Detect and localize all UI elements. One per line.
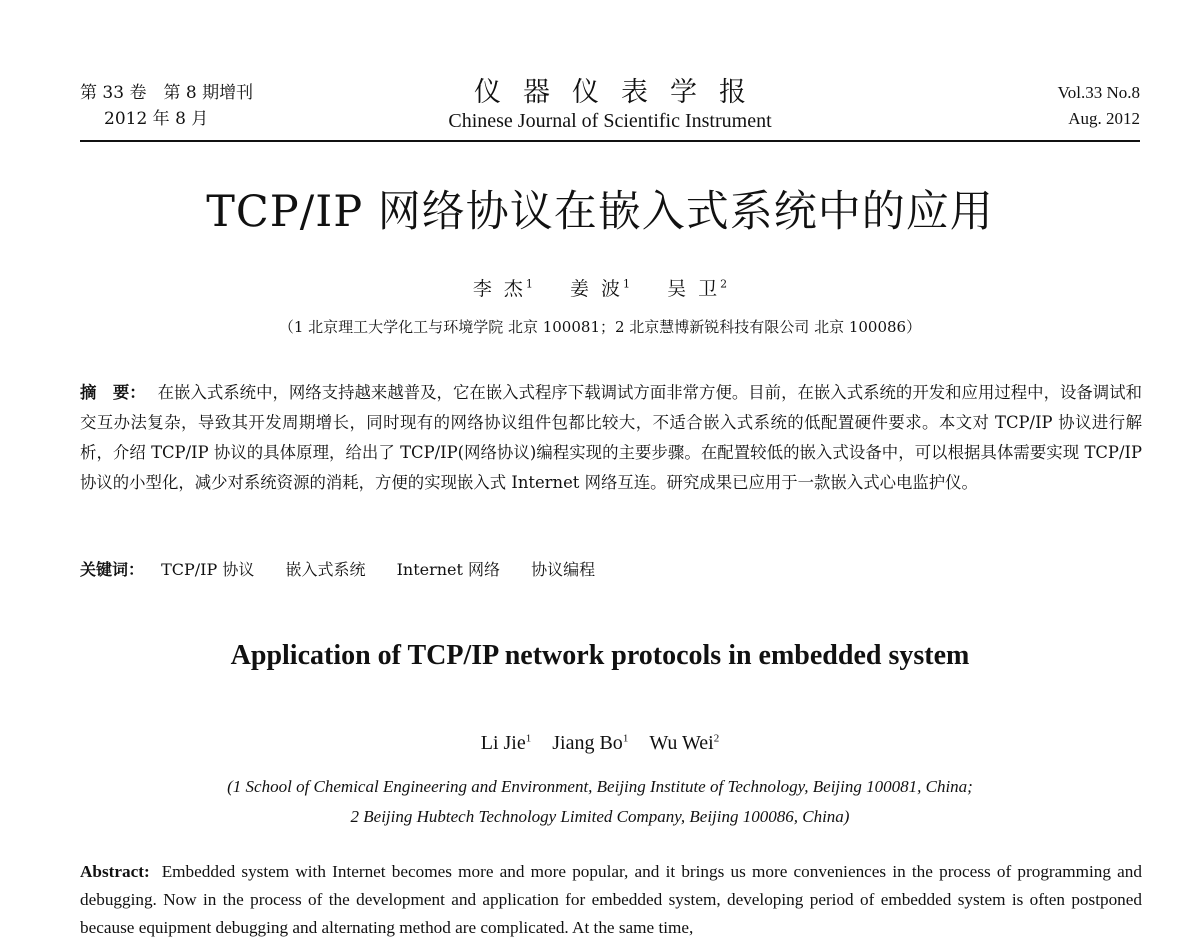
author-affiliation-marker: 1 bbox=[525, 732, 532, 745]
author-list-cn bbox=[0, 274, 1200, 301]
keywords-cn bbox=[80, 557, 621, 580]
keyword: TCP/IP 协议 bbox=[161, 560, 255, 579]
affiliation-en-line: (1 School of Chemical Engineering and Environment, Beijing Institute of Technology, Beijing 100081, China; bbox=[227, 777, 973, 796]
keyword: 嵌入式系统 bbox=[285, 560, 366, 579]
paper-title-cn: TCP/IP 网络协议在嵌入式系统中的应用 bbox=[206, 187, 994, 237]
author-list-en bbox=[0, 732, 1200, 755]
author-affiliation-marker: 1 bbox=[525, 277, 533, 291]
abstract-cn bbox=[80, 378, 1142, 498]
issue-date-cn: 2012 年 8 月 bbox=[104, 109, 209, 129]
author-cn: 姜 波$^1$ bbox=[569, 277, 631, 300]
keyword: 协议编程 bbox=[531, 560, 596, 579]
author-affiliation-marker: 1 bbox=[622, 732, 629, 745]
author-en: Li Jie$^1$ bbox=[480, 732, 532, 754]
author-affiliation-marker: 2 bbox=[720, 277, 728, 291]
author-cn: 李 杰$^1$ bbox=[472, 277, 533, 300]
keyword: Internet 网络 bbox=[396, 560, 501, 579]
abstract-label-cn: 摘 要： bbox=[80, 383, 146, 402]
header-rule bbox=[80, 140, 1140, 142]
abstract-en bbox=[80, 858, 1142, 942]
issue-date-en: Aug. 2012 bbox=[1068, 109, 1140, 128]
author-affiliation-marker: 2 bbox=[713, 732, 720, 745]
affiliation-cn: （1 北京理工大学化工与环境学院 北京 100081；2 北京慧博新锐科技有限公司 北京 100086） bbox=[278, 318, 922, 336]
journal-name-en: Chinese Journal of Scientific Instrument bbox=[448, 110, 772, 132]
author-affiliation-marker: 1 bbox=[623, 277, 631, 291]
volume-en: Vol.33 No.8 bbox=[1057, 83, 1140, 102]
journal-name-cn: 仪器仪表学报 bbox=[474, 77, 768, 108]
keywords-label-cn: 关键词： bbox=[80, 560, 145, 579]
issue-info-en bbox=[1058, 80, 1140, 132]
author-cn: 吴 卫$^2$ bbox=[667, 277, 728, 300]
abstract-label-en: Abstract: bbox=[80, 862, 150, 881]
journal-name bbox=[80, 78, 1140, 134]
author-en: Wu Wei$^2$ bbox=[649, 732, 720, 754]
abstract-text-en: Embedded system with Internet becomes more and more popular, and it brings us more conveniences in the process of programming and debugging. Now in the process of the development and application for embedded system, developing period of embedded system is often postponed because equipment debugging and alternating method are complicated. At the same time, bbox=[80, 862, 1142, 937]
volume-issue: 第 33 卷 第 8 期增刊 bbox=[80, 83, 254, 103]
abstract-text-cn: 在嵌入式系统中，网络支持越来越普及，它在嵌入式程序下载调试方面非常方便。目前，在嵌入式系统的开发和应用过程中，设备调试和交互办法复杂，导致其开发周期增长，同时现有的网络协议组件包都比较大，不适合嵌入式系统的低配置硬件要求。本文对 TCP/IP 协议进行解析，介绍 TCP/IP 协议的具体原理，给出了 TCP/IP(网络协议)编程实现的主要步骤。在配置较低的嵌入式设备中，可以根据具体需要实现 TCP/IP 协议的小型化，减少对系统资源的消耗，方便的实现嵌入式 Internet 网络互连。研究成果已应用于一款嵌入式心电监护仪。 bbox=[80, 383, 1143, 492]
affiliation-en-line: 2 Beijing Hubtech Technology Limited Company, Beijing 100086, China) bbox=[350, 807, 850, 826]
running-header bbox=[80, 77, 1140, 140]
author-en: Jiang Bo$^1$ bbox=[552, 732, 629, 754]
affiliation-en bbox=[0, 772, 1200, 832]
paper-title-en: Application of TCP/IP network protocols in embedded system bbox=[230, 640, 970, 671]
